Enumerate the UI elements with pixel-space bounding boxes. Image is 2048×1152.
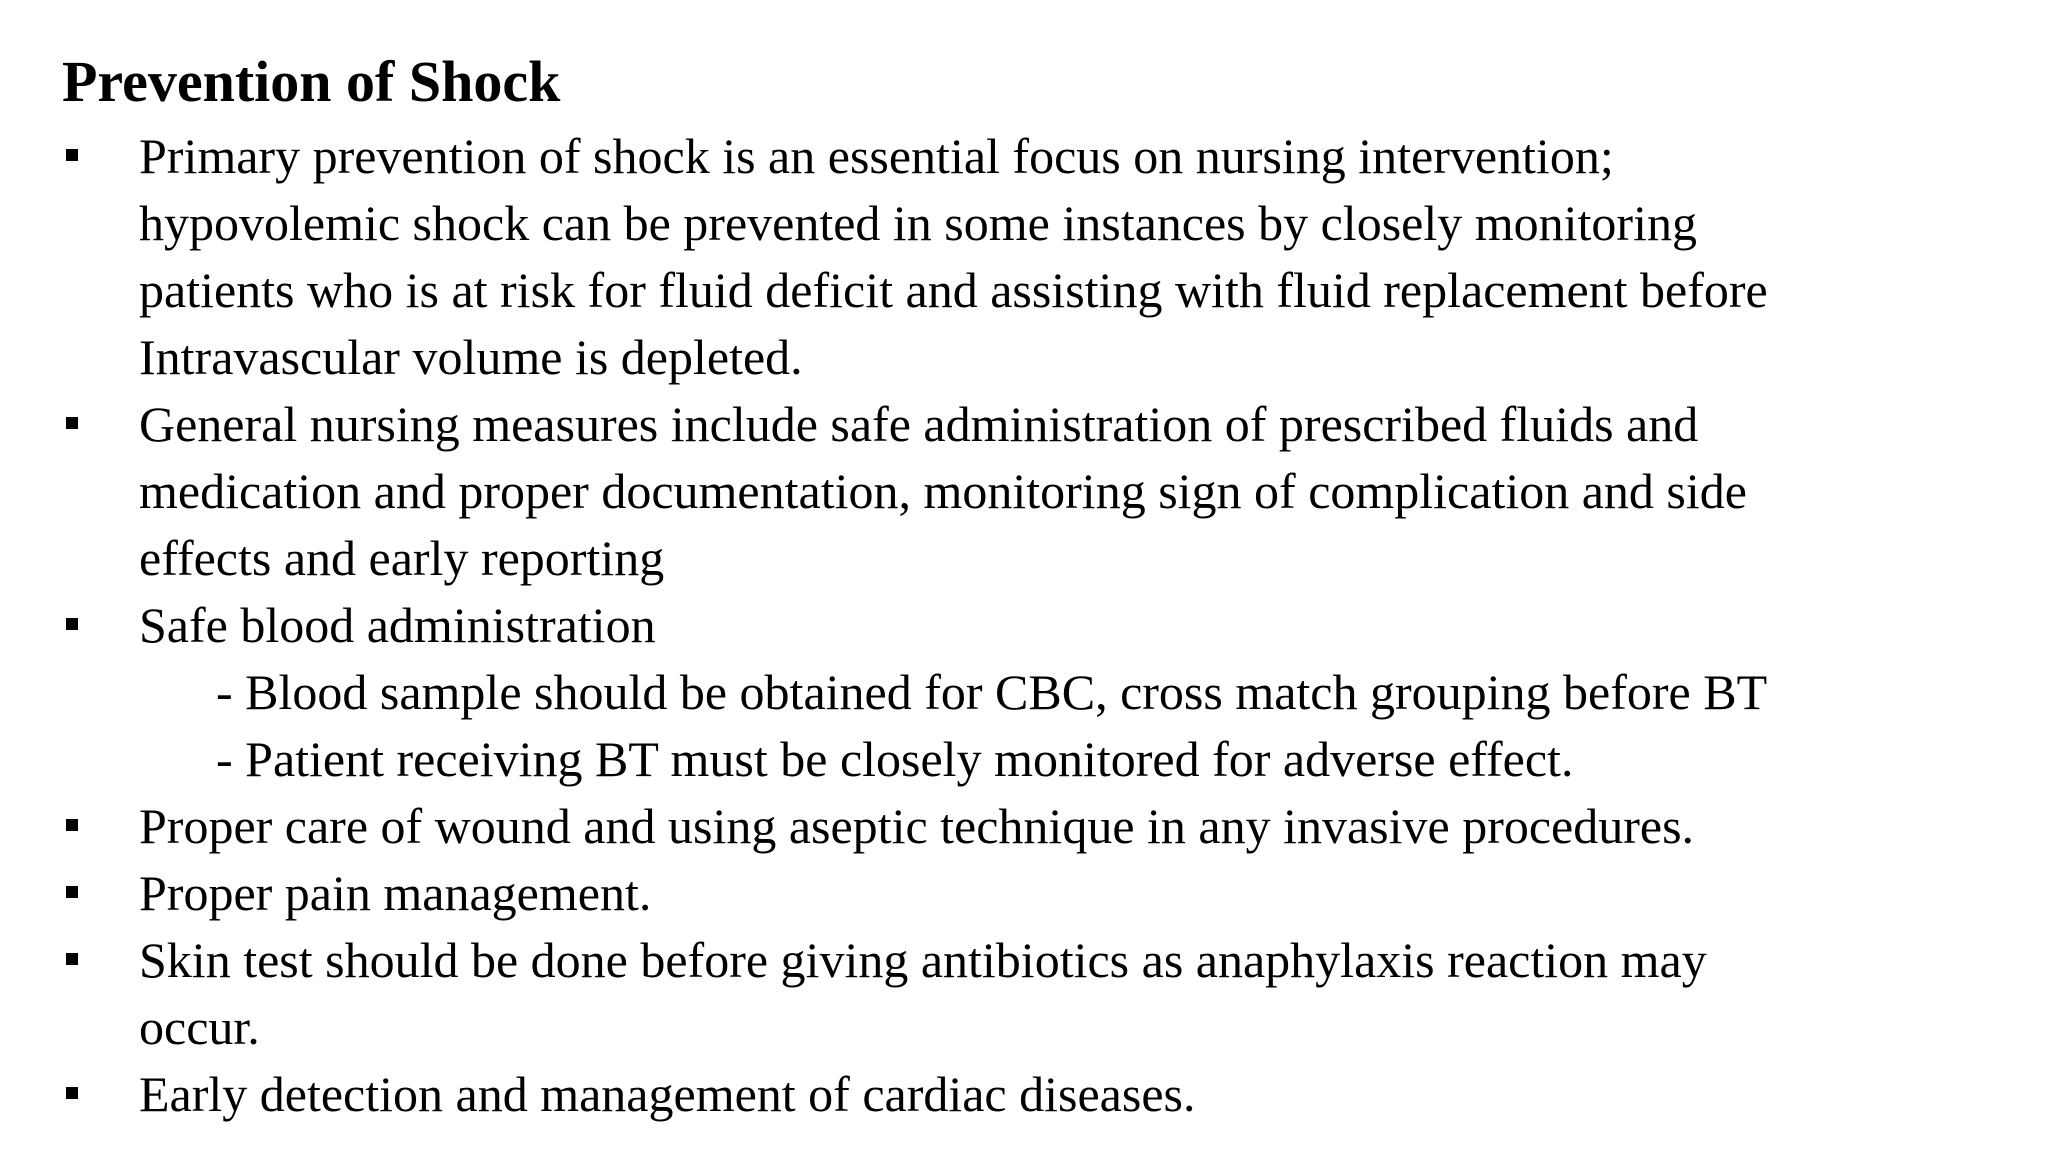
bullet-text-line: hypovolemic shock can be prevented in some instances by closely monitoring [139,195,1697,251]
square-bullet-icon [66,149,78,161]
bullet-item [0,927,2009,1061]
sub-bullet-text-line: - Patient receiving BT must be closely monitored for adverse effect. [216,731,1574,787]
bullet-item [0,1061,2009,1128]
bullet-text-line: effects and early reporting [139,530,665,586]
bullet-item [0,793,2009,860]
bullet-text-line: Primary prevention of shock is an essential focus on nursing intervention; [139,128,1614,184]
bullet-item [0,592,2009,793]
bullet-item [0,860,2009,927]
bullet-item [0,123,2009,391]
bullet-text-line: General nursing measures include safe administration of prescribed fluids and [139,396,1699,452]
bullet-text-line: medication and proper documentation, monitoring sign of complication and side [139,463,1747,519]
slide-title: Prevention of Shock [62,49,561,114]
sub-bullet-text-line: - Blood sample should be obtained for CBC, cross match grouping before BT [216,664,1768,720]
bullet-text-line: Skin test should be done before giving antibiotics as anaphylaxis reaction may [139,932,1707,988]
square-bullet-icon [66,886,78,898]
bullet-text-line: Intravascular volume is depleted. [139,329,803,385]
square-bullet-icon [66,819,78,831]
square-bullet-icon [66,417,78,429]
bullet-text-line: Safe blood administration [139,597,656,653]
square-bullet-icon [66,953,78,965]
square-bullet-icon [66,1087,78,1099]
square-bullet-icon [66,618,78,630]
bullet-text-line: patients who is at risk for fluid deficit and assisting with fluid replacement before [139,262,1768,318]
bullet-text-line: Early detection and management of cardiac diseases. [139,1066,1196,1122]
bullet-text-line: occur. [139,999,260,1055]
bullet-item [0,391,2009,592]
bullet-text-line: Proper pain management. [139,865,652,921]
bullet-text-line: Proper care of wound and using aseptic technique in any invasive procedures. [139,798,1695,854]
bullet-list [0,123,2048,1128]
